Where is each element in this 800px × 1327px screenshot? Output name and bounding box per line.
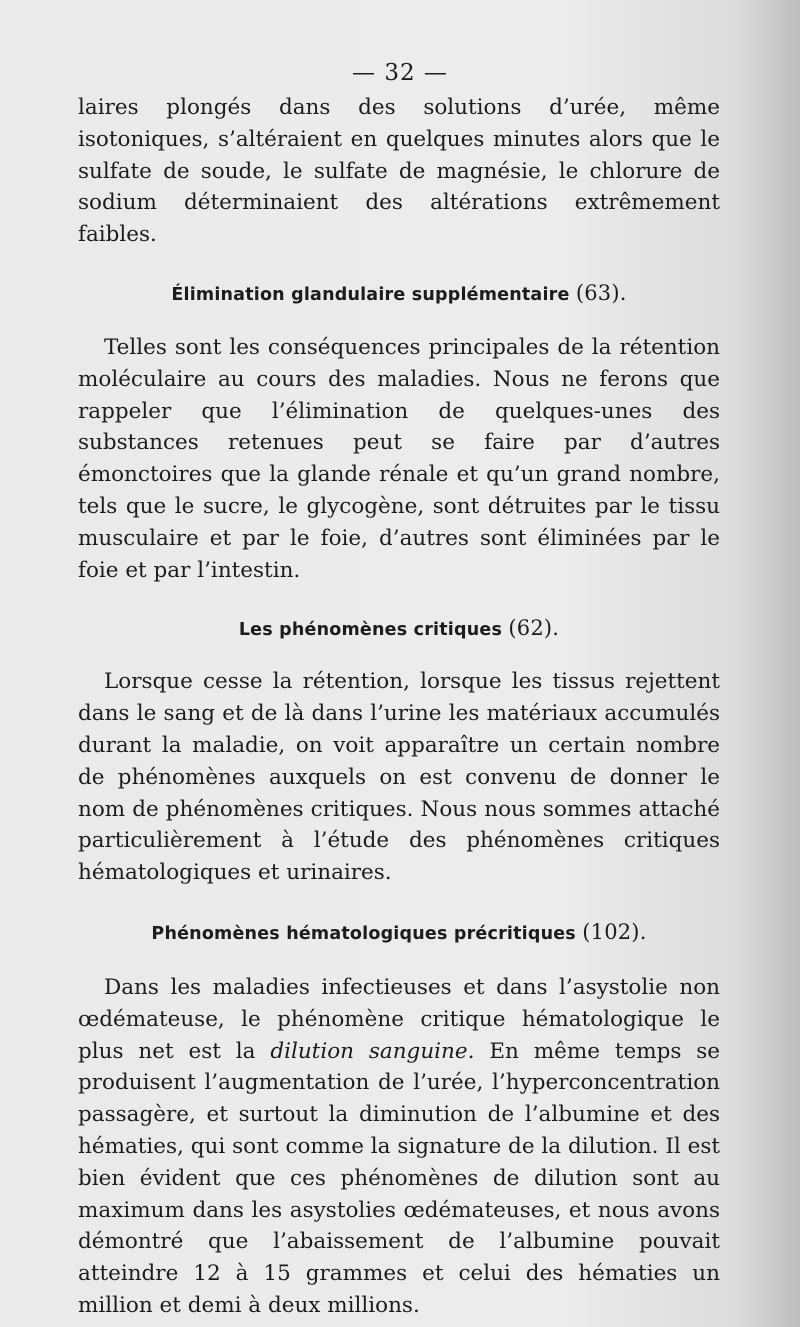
paragraph-critiques: Lorsque cesse la rétention, lorsque les tissus rejettent dans le sang et de là dans l’urine les matériaux accumulés durant la maladie, on voit apparaître un certain nombre de phénomènes auxquels on est convenu de donner le nom de phénomènes critiques. Nous nous sommes attaché particulièrement à l’étude des phénomènes critiques hématologiques et urinaires. [78,669,720,886]
heading-text: Phénomènes hématologiques précritiques [151,923,576,944]
text-segment: Dans les maladies infectieuses et dans l’asystolie non œdémateuse, le phénomène critique hématologique le plus net est la [78,974,720,1064]
heading-elimination-glandulaire [78,281,720,305]
paragraph-continued: laires plongés dans des solutions d’urée, même isotoniques, s’altéraient en quelques minutes alors que le sulfate de soude, le sulfate de magnésie, le chlorure de sodium déterminaient des altérations extrêmement faibles. [78,95,720,248]
heading-text: Les phénomènes critiques [238,620,503,641]
italic-term: dilution sanguine. [270,1038,475,1064]
heading-text: Élimination glandulaire supplémentaire [171,284,570,305]
heading-phenomenes-critiques [78,616,720,640]
heading-hematologiques-precritiques [78,920,720,944]
heading-ref: (63). [575,280,627,305]
heading-ref: (102). [582,919,647,944]
paragraph-dilution [78,972,720,1322]
heading-ref: (62). [508,616,560,641]
text-segment: En même temps se produisent l’augmentation de l’urée, l’hyperconcentration passagère, et surtout la diminution de l’albumine et des hématies, qui sont comme la signature de la dilution. Il est bien évident que ces phénomènes de dilution sont au maximum dans les asystolies œdémateuses, et nous avons démontré que l’abaissement de l’albumine pouvait atteindre 12 à 15 grammes et celui des hématies un million et demi à deux millions. [78,1038,721,1318]
paragraph-retention: Telles sont les conséquences principales de la rétention moléculaire au cours des maladies. Nous ne ferons que rappeler que l’élimination de quelques-unes des substances retenues peut se faire par d’autres émonctoires que la glande rénale et qu’un grand nombre, tels que le sucre, le glycogène, sont détruites par le tissu musculaire et par le foie, d’autres sont éliminées par le foie et par l’intestin. [78,334,720,583]
text-column [78,92,720,1322]
page-number: — 32 — [352,60,448,86]
